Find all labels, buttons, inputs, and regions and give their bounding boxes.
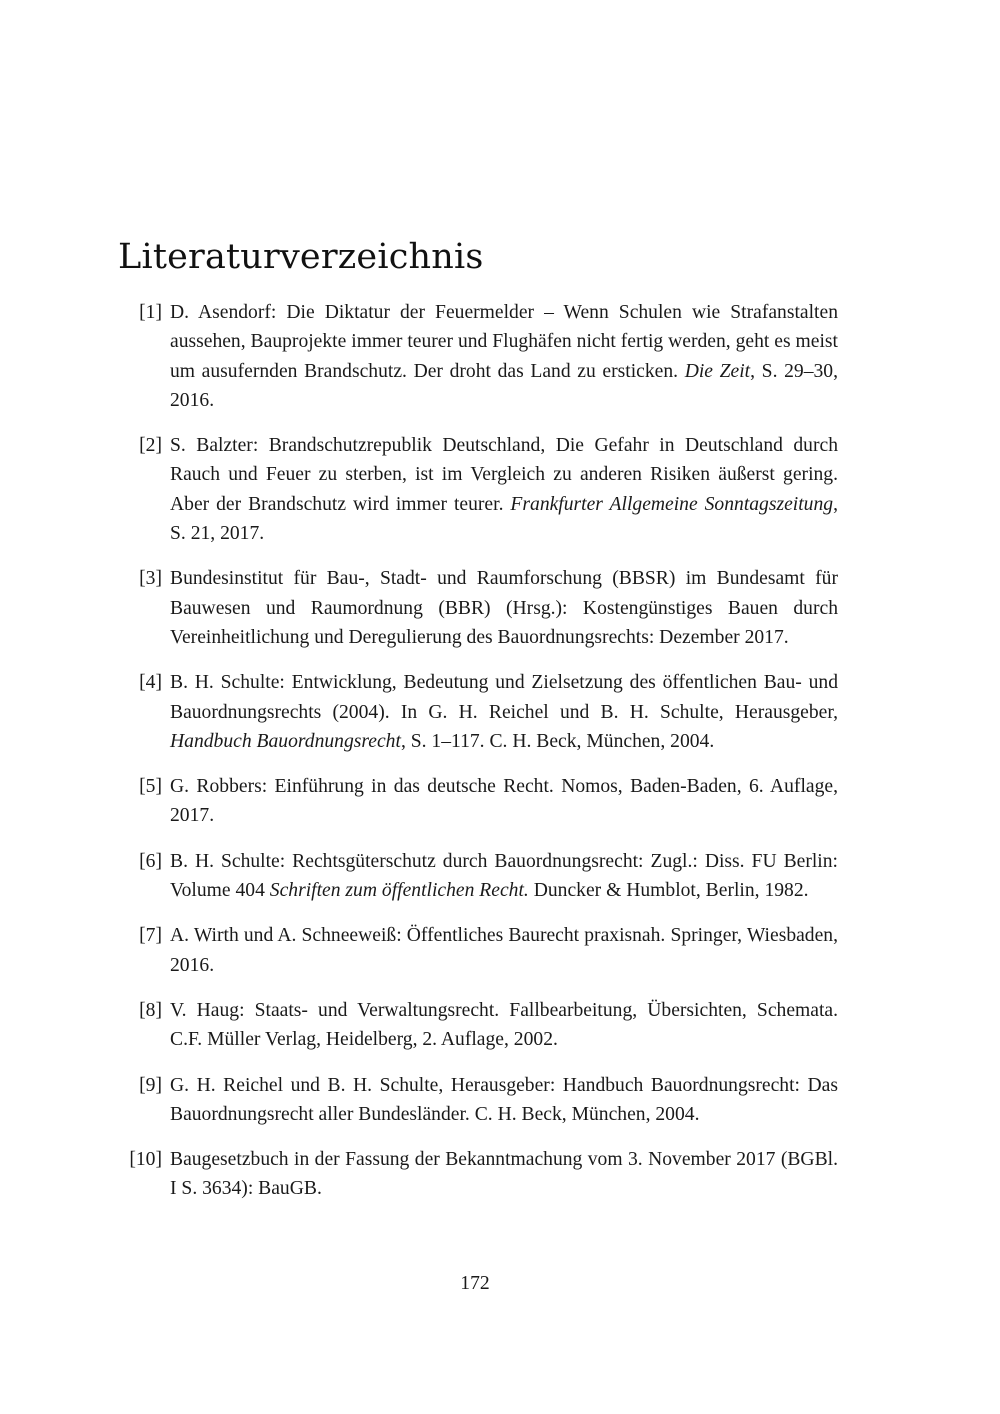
reference-text bbox=[170, 1075, 838, 1125]
reference-text bbox=[170, 672, 838, 752]
reference-entry bbox=[118, 668, 838, 756]
reference-text-part: Baugesetzbuch in der Fassung der Bekanntmachung vom 3. November 2017 (BGBl. I S. 3634): BauGB. bbox=[170, 1149, 838, 1200]
reference-number: [1] bbox=[139, 302, 162, 323]
reference-text-part: S. Balzter: Brandschutzrepublik Deutschland, Die Gefahr in Deutschland durch Rauch und Feuer zu sterben, ist im Vergleich zu anderen Risiken äußerst gering. Aber der Brandschutz wird immer teurer. bbox=[170, 435, 838, 515]
reference-title-italic: Die Zeit bbox=[684, 360, 751, 382]
reference-entry bbox=[118, 1145, 838, 1204]
reference-title-italic: Schriften zum öffentlichen Recht. bbox=[269, 880, 529, 902]
reference-entry bbox=[118, 564, 838, 652]
reference-entry bbox=[118, 298, 838, 415]
reference-text-part: B. H. Schulte: Entwicklung, Bedeutung und Zielsetzung des öffentlichen Bau- und Bauordnungsrechts (2004). In G. H. Reichel und B. H. Schulte, Herausgeber, bbox=[170, 672, 838, 723]
reference-number: [9] bbox=[139, 1074, 162, 1096]
reference-text bbox=[170, 435, 838, 544]
reference-text-part: Bundesinstitut für Bau-, Stadt- und Raumforschung (BBSR) im Bundesamt für Bauwesen und Raumordnung (BBR) (Hrsg.): Kostengünstiges Bauen durch Vereinheitlichung und Deregulierung des Bauordnungsrechts: Dezember 2017. bbox=[170, 568, 838, 648]
reference-entry bbox=[118, 1071, 838, 1130]
reference-number: [8] bbox=[139, 999, 162, 1021]
reference-number: [2] bbox=[139, 435, 162, 457]
reference-text bbox=[170, 302, 838, 411]
bibliography-heading: Literaturverzeichnis bbox=[118, 237, 484, 277]
reference-text-part: A. Wirth und A. Schneeweiß: Öffentliches Baurecht praxisnah. Springer, Wiesbaden, 2016. bbox=[170, 925, 838, 976]
reference-number: [4] bbox=[139, 672, 162, 694]
page-number: 172 bbox=[460, 1273, 490, 1294]
reference-entry bbox=[118, 431, 838, 548]
reference-text bbox=[170, 925, 838, 975]
reference-text bbox=[170, 1000, 838, 1050]
reference-text bbox=[170, 568, 838, 648]
reference-entry bbox=[118, 847, 838, 906]
reference-entry bbox=[118, 772, 838, 831]
reference-text bbox=[170, 851, 838, 901]
reference-text-part: V. Haug: Staats- und Verwaltungsrecht. Fallbearbeitung, Übersichten, Schemata. C.F. Müller Verlag, Heidelberg, 2. Auflage, 2002. bbox=[170, 999, 838, 1051]
reference-text-part: B. H. Schulte: Rechtsgüterschutz durch Bauordnungsrecht: Zugl.: Diss. FU Berlin: Volume 404 bbox=[170, 850, 838, 902]
reference-number: [3] bbox=[139, 568, 162, 590]
reference-number: [5] bbox=[139, 776, 162, 798]
reference-text-part: Duncker & Humblot, Berlin, 1982. bbox=[528, 880, 809, 902]
reference-text-part: , S. 1–117. C. H. Beck, München, 2004. bbox=[400, 730, 715, 752]
reference-text bbox=[170, 776, 838, 826]
reference-title-italic: Handbuch Bauordnungsrecht bbox=[170, 730, 401, 752]
reference-number: [10] bbox=[129, 1149, 162, 1171]
reference-entry bbox=[118, 921, 838, 980]
reference-text-part: G. H. Reichel und B. H. Schulte, Herausgeber: Handbuch Bauordnungsrecht: Das Bauordnungsrecht aller Bundesländer. C. H. Beck, München, 2004. bbox=[170, 1074, 838, 1125]
reference-entry bbox=[118, 996, 838, 1055]
reference-text-part: D. Asendorf: Die Diktatur der Feuermelder – Wenn Schulen wie Strafanstalten aussehen, Bauprojekte immer teurer und Flughäfen nicht fertig werden, geht es meist um ausufernden Brandschutz. Der droht das Land zu ersticken. bbox=[170, 302, 838, 382]
reference-text-part: , S. 29–30, 2016. bbox=[170, 360, 839, 411]
reference-text bbox=[170, 1149, 838, 1199]
reference-text-part: , S. 21, 2017. bbox=[170, 493, 838, 545]
reference-number: [7] bbox=[139, 925, 162, 947]
reference-list bbox=[118, 298, 838, 1220]
reference-title-italic: Frankfurter Allgemeine Sonntagszeitung bbox=[510, 493, 834, 515]
reference-text-part: G. Robbers: Einführung in das deutsche Recht. Nomos, Baden-Baden, 6. Auflage, 2017. bbox=[170, 776, 838, 827]
reference-number: [6] bbox=[139, 850, 162, 872]
